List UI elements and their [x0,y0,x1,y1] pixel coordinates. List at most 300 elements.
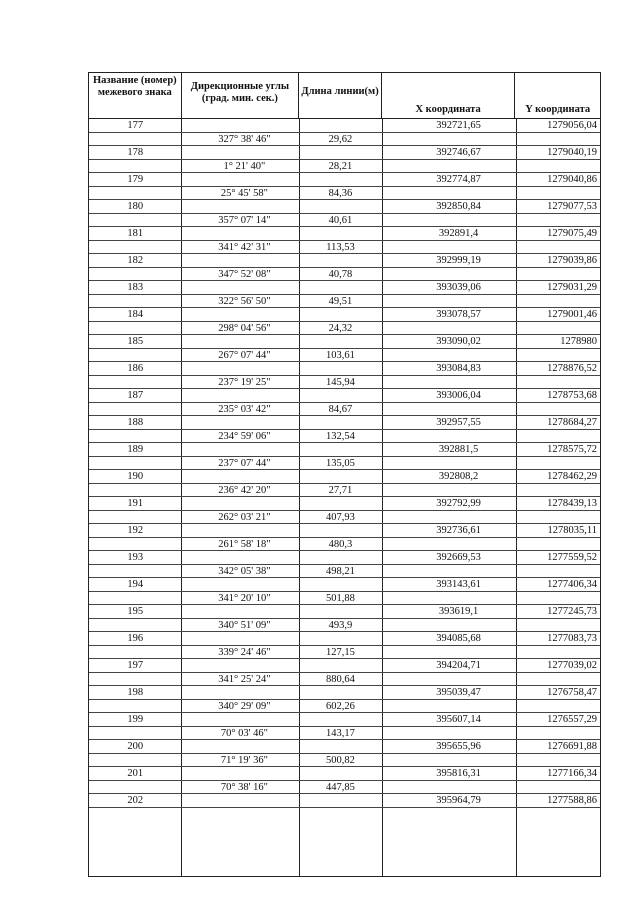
empty-cell [182,308,300,321]
empty-cell [89,619,182,632]
point-x: 395655,96 [436,741,481,752]
point-row [89,713,600,727]
point-name: 202 [127,795,144,806]
segment-angle: 262° 03' 21" [218,511,271,523]
point-y: 1278035,11 [547,525,597,536]
empty-cell [382,754,516,767]
empty-cell [89,133,182,146]
point-row [89,659,600,673]
empty-cell [299,416,382,429]
empty-cell [182,713,300,726]
point-x: 393078,57 [436,309,481,320]
empty-cell [182,362,300,375]
point-x: 392999,19 [436,255,481,266]
segment-angle: 236° 42' 20" [218,484,271,496]
point-y: 1278439,13 [547,498,597,509]
segment-length: 447,85 [326,781,355,793]
point-name: 183 [127,282,144,293]
point-row [89,200,600,214]
point-row [89,497,600,511]
empty-cell [89,403,182,416]
empty-cell [89,781,182,794]
empty-cell [89,241,182,254]
segment-length: 880,64 [326,673,355,685]
segment-row [89,754,600,768]
empty-cell [182,200,300,213]
point-row [89,794,600,808]
segment-length: 135,05 [326,457,355,469]
empty-cell [299,497,382,510]
segment-angle: 342° 05' 38" [218,565,271,577]
empty-cell [182,389,300,402]
point-row [89,227,600,241]
empty-cell [299,362,382,375]
point-name: 185 [127,336,144,347]
segment-length: 27,71 [328,484,353,496]
header-x-label: X координата [415,104,481,115]
empty-cell [89,430,182,443]
empty-cell [515,619,600,632]
point-row [89,173,600,187]
empty-cell [515,565,600,578]
point-name: 191 [127,498,144,509]
empty-cell [515,322,600,335]
segment-angle: 341° 20' 10" [218,592,271,604]
point-row [89,686,600,700]
segment-row [89,160,600,174]
segment-row [89,538,600,552]
segment-row [89,322,600,336]
segment-length: 29,62 [328,133,353,145]
empty-cell [515,187,600,200]
empty-cell [182,632,300,645]
empty-cell [182,794,300,807]
point-y: 1277588,86 [547,795,597,806]
point-y: 1278980 [560,336,597,347]
segment-row [89,376,600,390]
empty-cell [382,322,516,335]
empty-cell [515,241,600,254]
point-y: 1277039,02 [547,660,597,671]
point-x: 393039,06 [436,282,481,293]
point-y: 1278753,68 [547,390,597,401]
point-x: 392792,99 [436,498,481,509]
empty-cell [515,214,600,227]
empty-cell [382,376,516,389]
point-name: 196 [127,633,144,644]
point-name: 187 [127,390,144,401]
table-header [88,72,601,119]
empty-cell [299,281,382,294]
empty-cell [515,484,600,497]
empty-cell [299,524,382,537]
point-row [89,146,600,160]
point-name: 198 [127,687,144,698]
point-y: 1277406,34 [547,579,597,590]
empty-cell [89,322,182,335]
point-x: 392721,65 [436,120,481,131]
empty-cell [515,430,600,443]
segment-row [89,646,600,660]
empty-cell [515,673,600,686]
header-length: Длина линии(м) [299,73,382,118]
empty-cell [182,605,300,618]
empty-cell [89,754,182,767]
point-y: 1276557,29 [547,714,597,725]
point-row [89,551,600,565]
empty-cell [299,551,382,564]
segment-length: 132,54 [326,430,355,442]
segment-angle: 341° 25' 24" [218,673,271,685]
point-y: 1278684,27 [547,417,597,428]
empty-cell [299,632,382,645]
empty-cell [382,457,516,470]
empty-cell [382,565,516,578]
header-y [515,73,600,118]
empty-cell [89,727,182,740]
point-x: 392850,84 [436,201,481,212]
point-row [89,389,600,403]
point-row [89,281,600,295]
empty-cell [182,470,300,483]
segment-row [89,187,600,201]
segment-length: 493,9 [328,619,353,631]
point-name: 177 [127,120,144,131]
point-y: 1277166,34 [547,768,597,779]
empty-cell [89,214,182,227]
empty-cell [89,457,182,470]
empty-cell [299,713,382,726]
segment-angle: 340° 29' 09" [218,700,271,712]
empty-cell [382,403,516,416]
segment-length: 84,36 [328,187,353,199]
segment-angle: 261° 58' 18" [218,538,271,550]
empty-cell [515,457,600,470]
point-x: 393006,04 [436,390,481,401]
segment-row [89,673,600,687]
point-x: 393084,83 [436,363,481,374]
point-name: 188 [127,417,144,428]
point-y: 1276758,47 [547,687,597,698]
segment-length: 498,21 [326,565,355,577]
empty-cell [182,497,300,510]
empty-cell [182,146,300,159]
point-y: 1278876,52 [547,363,597,374]
segment-length: 480,3 [328,538,353,550]
point-y: 1278462,29 [547,471,597,482]
empty-cell [382,430,516,443]
empty-cell [299,794,382,807]
segment-row [89,700,600,714]
point-y: 1279075,49 [547,228,597,239]
point-name: 186 [127,363,144,374]
point-x: 392774,87 [436,174,481,185]
segment-row [89,430,600,444]
empty-cell [515,295,600,308]
empty-cell [182,254,300,267]
empty-cell [299,254,382,267]
point-row [89,119,600,133]
point-y: 1279040,19 [547,147,597,158]
segment-length: 103,61 [326,349,355,361]
point-x: 392736,61 [436,525,481,536]
segment-row [89,214,600,228]
empty-cell [89,376,182,389]
empty-cell [382,781,516,794]
table-body [88,119,601,877]
segment-length: 407,93 [326,511,355,523]
segment-row [89,403,600,417]
point-x: 393143,61 [436,579,481,590]
empty-cell [299,578,382,591]
empty-cell [382,187,516,200]
point-row [89,335,600,349]
empty-cell [382,484,516,497]
empty-cell [515,700,600,713]
point-y: 1279077,53 [547,201,597,212]
segment-angle: 25° 45' 58" [220,187,268,199]
segment-angle: 339° 24' 46" [218,646,271,658]
empty-cell [182,659,300,672]
point-row [89,740,600,754]
empty-cell [382,511,516,524]
empty-cell [515,538,600,551]
empty-cell [299,146,382,159]
boundary-coordinates-table [88,72,601,877]
point-y: 1279031,29 [547,282,597,293]
empty-cell [299,335,382,348]
empty-cell [515,160,600,173]
point-x: 393090,02 [436,336,481,347]
segment-length: 127,15 [326,646,355,658]
empty-cell [515,592,600,605]
empty-cell [89,160,182,173]
point-y: 1277083,73 [547,633,597,644]
empty-cell [382,133,516,146]
empty-cell [382,727,516,740]
empty-cell [182,416,300,429]
point-y: 1276691,88 [547,741,597,752]
empty-cell [299,227,382,240]
point-name: 201 [127,768,144,779]
point-row [89,605,600,619]
segment-length: 501,88 [326,592,355,604]
point-y: 1279056,04 [547,120,597,131]
empty-cell [299,443,382,456]
empty-cell [182,740,300,753]
empty-cell [299,740,382,753]
point-row [89,470,600,484]
empty-cell [299,767,382,780]
segment-length: 143,17 [326,727,355,739]
empty-cell [182,686,300,699]
empty-cell [182,578,300,591]
point-name: 194 [127,579,144,590]
header-name: Название (номер) межевого знака [89,73,182,118]
point-name: 193 [127,552,144,563]
segment-angle: 322° 56' 50" [218,295,271,307]
empty-cell [89,700,182,713]
segment-length: 84,67 [328,403,353,415]
point-x: 395816,31 [436,768,481,779]
point-row [89,524,600,538]
empty-cell [299,173,382,186]
point-x: 395964,79 [436,795,481,806]
segment-row [89,457,600,471]
segment-row [89,781,600,795]
point-x: 392891,4 [438,228,479,239]
point-name: 189 [127,444,144,455]
point-name: 195 [127,606,144,617]
empty-cell [382,268,516,281]
empty-cell [182,443,300,456]
empty-cell [89,538,182,551]
segment-row [89,592,600,606]
point-y: 1279040,86 [547,174,597,185]
segment-length: 40,61 [328,214,353,226]
point-name: 190 [127,471,144,482]
empty-cell [382,619,516,632]
point-y: 1277245,73 [547,606,597,617]
segment-angle: 267° 07' 44" [218,349,271,361]
empty-cell [89,673,182,686]
point-x: 393619,1 [438,606,479,617]
segment-row [89,619,600,633]
empty-cell [89,295,182,308]
point-y: 1277559,52 [547,552,597,563]
empty-cell [89,592,182,605]
segment-angle: 1° 21' 40" [223,160,266,172]
point-x: 392746,67 [436,147,481,158]
point-row [89,416,600,430]
empty-cell [299,470,382,483]
empty-cell [515,646,600,659]
empty-cell [299,686,382,699]
empty-cell [515,268,600,281]
segment-angle: 234° 59' 06" [218,430,271,442]
segment-angle: 357° 07' 14" [218,214,271,226]
point-row [89,443,600,457]
segment-row [89,511,600,525]
empty-cell [182,173,300,186]
point-x: 395607,14 [436,714,481,725]
segment-row [89,484,600,498]
empty-cell [382,349,516,362]
segment-angle: 347° 52' 08" [218,268,271,280]
segment-angle: 340° 51' 09" [218,619,271,631]
empty-cell [89,268,182,281]
point-x: 392957,55 [436,417,481,428]
empty-cell [299,605,382,618]
point-x: 394085,68 [436,633,481,644]
empty-cell [89,187,182,200]
segment-length: 500,82 [326,754,355,766]
point-x: 392808,2 [438,471,479,482]
header-angle: Дирекционные углы (град. мин. сек.) [182,73,300,118]
point-row [89,308,600,322]
empty-cell [89,646,182,659]
empty-cell [515,754,600,767]
segment-angle: 341° 42' 31" [218,241,271,253]
empty-cell [299,200,382,213]
point-row [89,767,600,781]
segment-angle: 70° 38' 16" [220,781,268,793]
empty-cell [515,376,600,389]
empty-cell [515,781,600,794]
empty-cell [515,133,600,146]
header-x [382,73,515,118]
segment-row [89,565,600,579]
segment-row [89,133,600,147]
segment-angle: 71° 19' 36" [220,754,268,766]
segment-length: 602,26 [326,700,355,712]
empty-cell [382,673,516,686]
segment-angle: 327° 38' 46" [218,133,271,145]
segment-length: 49,51 [328,295,353,307]
empty-cell [382,160,516,173]
point-name: 181 [127,228,144,239]
point-name: 200 [127,741,144,752]
empty-cell [182,767,300,780]
empty-cell [182,551,300,564]
empty-cell [382,646,516,659]
empty-cell [299,389,382,402]
point-name: 192 [127,525,144,536]
empty-cell [299,119,382,132]
empty-cell [515,349,600,362]
point-y: 1278575,72 [547,444,597,455]
empty-cell [299,659,382,672]
empty-cell [89,565,182,578]
point-y: 1279001,46 [547,309,597,320]
empty-cell [182,335,300,348]
empty-cell [89,511,182,524]
empty-cell [182,281,300,294]
point-row [89,632,600,646]
segment-row [89,295,600,309]
empty-cell [182,524,300,537]
empty-cell [515,511,600,524]
empty-cell [182,119,300,132]
empty-cell [182,227,300,240]
header-y-label: Y координата [525,104,591,115]
segment-length: 113,53 [326,241,355,253]
empty-cell [382,214,516,227]
point-x: 392669,53 [436,552,481,563]
segment-angle: 237° 07' 44" [218,457,271,469]
point-row [89,254,600,268]
segment-angle: 237° 19' 25" [218,376,271,388]
point-name: 182 [127,255,144,266]
empty-cell [382,295,516,308]
empty-cell [89,349,182,362]
point-x: 394204,71 [436,660,481,671]
empty-cell [382,538,516,551]
empty-cell [89,484,182,497]
segment-length: 28,21 [328,160,353,172]
point-x: 395039,47 [436,687,481,698]
empty-cell [382,592,516,605]
segment-length: 40,78 [328,268,353,280]
empty-cell [515,403,600,416]
point-x: 392881,5 [438,444,479,455]
segment-angle: 70° 03' 46" [220,727,268,739]
point-name: 197 [127,660,144,671]
segment-row [89,349,600,363]
segment-row [89,727,600,741]
point-row [89,362,600,376]
segment-angle: 298° 04' 56" [218,322,271,334]
